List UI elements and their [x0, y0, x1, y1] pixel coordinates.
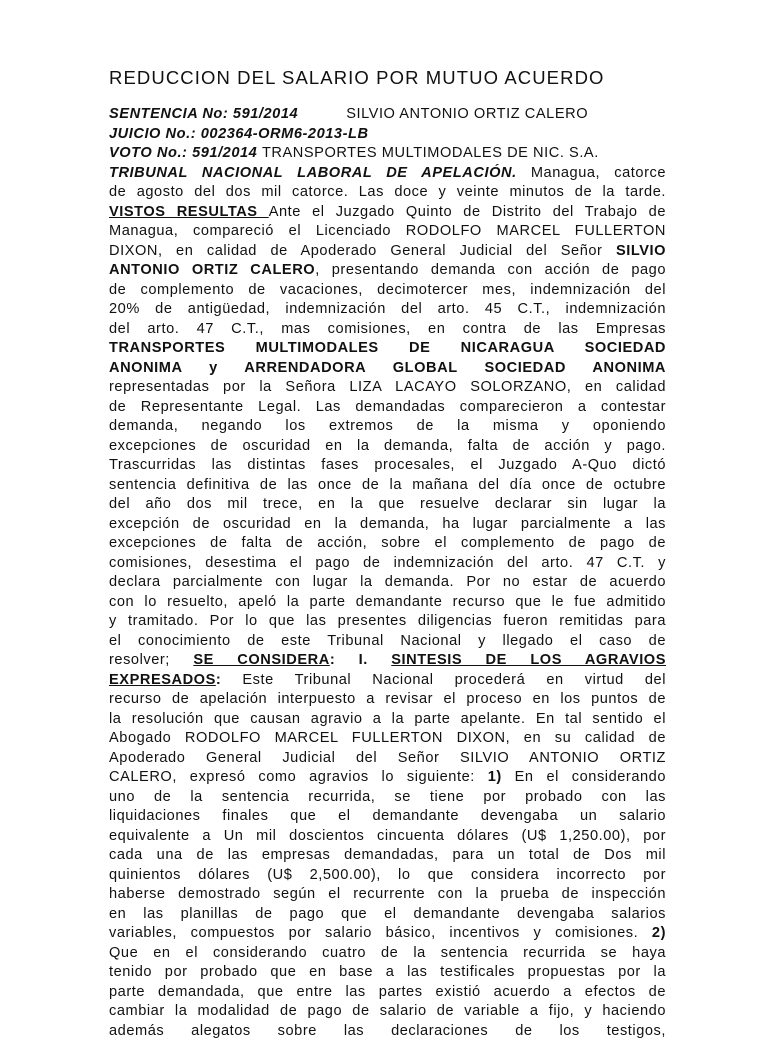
body-text: Ante el Juzgado Quinto de Distrito del Trabajo de [269, 204, 666, 220]
vistos-resultas-heading: VISTOS RESULTAS [109, 204, 269, 220]
body-line: demanda, negando los extremos de la misma y oponiendo [109, 417, 666, 437]
court-name: TRIBUNAL NACIONAL LABORAL DE APELACIÓN. [109, 165, 517, 181]
body-line: TRANSPORTES MULTIMODALES DE NICARAGUA SOCIEDAD [109, 339, 666, 359]
party-name: SILVIO ANTONIO ORTIZ CALERO [346, 106, 588, 122]
juicio-number: JUICIO No.: 002364-ORM6-2013-LB [109, 126, 369, 142]
body-line: en las planillas de pago que el demandante devengaba salarios [109, 905, 666, 925]
body-line: Managua, compareció el Licenciado RODOLFO MARCEL FULLERTON [109, 222, 666, 242]
body-line [109, 242, 666, 262]
body-line: y tramitado. Por lo que las presentes diligencias fueron remitidas para [109, 612, 666, 632]
body-line: comisiones, desestima el pago de indemnización del arto. 47 C.T. y [109, 554, 666, 574]
voto-number: VOTO No.: 591/2014 [109, 145, 257, 161]
body-line: Abogado RODOLFO MARCEL FULLERTON DIXON, en su calidad de [109, 729, 666, 749]
body-line: representadas por la Señora LIZA LACAYO SOLORZANO, en calidad [109, 378, 666, 398]
body-line: además alegatos sobre las declaraciones de los testigos, [109, 1022, 666, 1041]
body-line: parte demandada, que entre las partes existió acuerdo a efectos de [109, 983, 666, 1003]
body-line [109, 924, 666, 944]
body-line: el conocimiento de este Tribunal Nacional y llegado el caso de [109, 632, 666, 652]
body-line: excepciones de oscuridad en la demanda, falta de acción y pago. [109, 437, 666, 457]
header-voto-line [109, 144, 666, 164]
body-line [109, 164, 666, 184]
body-line: recurso de apelación interpuesto a revisar el proceso en los puntos de [109, 690, 666, 710]
body-line: 20% de antigüedad, indemnización del arto. 45 C.T., indemnización [109, 300, 666, 320]
heading-colon: : [216, 672, 221, 688]
document-title: REDUCCION DEL SALARIO POR MUTUO ACUERDO [109, 66, 666, 90]
body-line: Que en el considerando cuatro de la sentencia recurrida se haya [109, 944, 666, 964]
body-text: Este Tribunal Nacional procederá en virtud del [221, 672, 666, 688]
header-juicio-line [109, 125, 666, 145]
item-number: 2) [652, 925, 666, 941]
body-line: del arto. 47 C.T., mas comisiones, en contra de las Empresas [109, 320, 666, 340]
body-line [109, 261, 666, 281]
body-line: del año dos mil trece, en la que resuelve declarar sin lugar la [109, 495, 666, 515]
body-line: uno de la sentencia recurrida, se tiene por probado con las [109, 788, 666, 808]
body-line: excepciones de falta de acción, sobre el complemento de pago de [109, 534, 666, 554]
body-text: DIXON, en calidad de Apoderado General Judicial del Señor [109, 243, 616, 259]
body-line [109, 203, 666, 223]
body-line: la resolución que causan agravio a la parte apelante. En tal sentido el [109, 710, 666, 730]
header-sentencia-line [109, 105, 666, 125]
body-text: resolver; [109, 652, 193, 668]
voto-company: TRANSPORTES MULTIMODALES DE NIC. S.A. [262, 145, 599, 161]
body-line [109, 651, 666, 671]
body-line: Trascurridas las distintas fases procesales, el Juzgado A-Quo dictó [109, 456, 666, 476]
body-text: CALERO, expresó como agravios lo siguiente: [109, 769, 488, 785]
body-line: con lo resuelto, apeló la parte demandante recurso que le fue admitido [109, 593, 666, 613]
document-body [109, 105, 666, 1041]
body-line: cada una de las empresas demandadas, para un total de Dos mil [109, 846, 666, 866]
body-line: Apoderado General Judicial del Señor SILVIO ANTONIO ORTIZ [109, 749, 666, 769]
se-considera-heading: SE CONSIDERA [193, 652, 330, 668]
body-text: , presentando demanda con acción de pago [315, 262, 666, 278]
body-line: sentencia definitiva de las once de la mañana del día once de octubre [109, 476, 666, 496]
item-number: 1) [488, 769, 502, 785]
body-text: En el considerando [502, 769, 666, 785]
body-line [109, 768, 666, 788]
agravios-heading: SINTESIS DE LOS AGRAVIOS [391, 652, 666, 668]
party-name-bold: ANTONIO ORTIZ CALERO [109, 262, 315, 278]
body-line: quinientos dólares (U$ 2,500.00), lo que considera incorrecto por [109, 866, 666, 886]
body-line: excepción de oscuridad en la demanda, ha lugar parcialmente a las [109, 515, 666, 535]
body-line: cambiar la modalidad de pago de salario de variable a fijo, y haciendo [109, 1002, 666, 1022]
body-line [109, 671, 666, 691]
party-name-bold: SILVIO [616, 243, 666, 259]
body-line: equivalente a Un mil doscientos cincuenta dólares (U$ 1,250.00), por [109, 827, 666, 847]
agravios-heading-cont: EXPRESADOS [109, 672, 216, 688]
body-line: de complemento de vacaciones, decimotercer mes, indemnización del [109, 281, 666, 301]
sentencia-number: SENTENCIA No: 591/2014 [109, 106, 298, 122]
body-line: ANONIMA y ARRENDADORA GLOBAL SOCIEDAD ANONIMA [109, 359, 666, 379]
body-line: liquidaciones finales que el demandante devengaba un salario [109, 807, 666, 827]
body-line: declara parcialmente con lugar la demanda. Por no estar de acuerdo [109, 573, 666, 593]
body-line: tenido por probado que en base a las testificales propuestas por la [109, 963, 666, 983]
body-line: de agosto del dos mil catorce. Las doce y veinte minutos de la tarde. [109, 183, 666, 203]
body-line: haberse demostrado según el recurrente con la prueba de inspección [109, 885, 666, 905]
body-text: variables, compuestos por salario básico, incentivos y comisiones. [109, 925, 652, 941]
body-line: de Representante Legal. Las demandadas comparecieron a contestar [109, 398, 666, 418]
section-number: : I. [330, 652, 391, 668]
body-text: Managua, catorce [517, 165, 666, 181]
